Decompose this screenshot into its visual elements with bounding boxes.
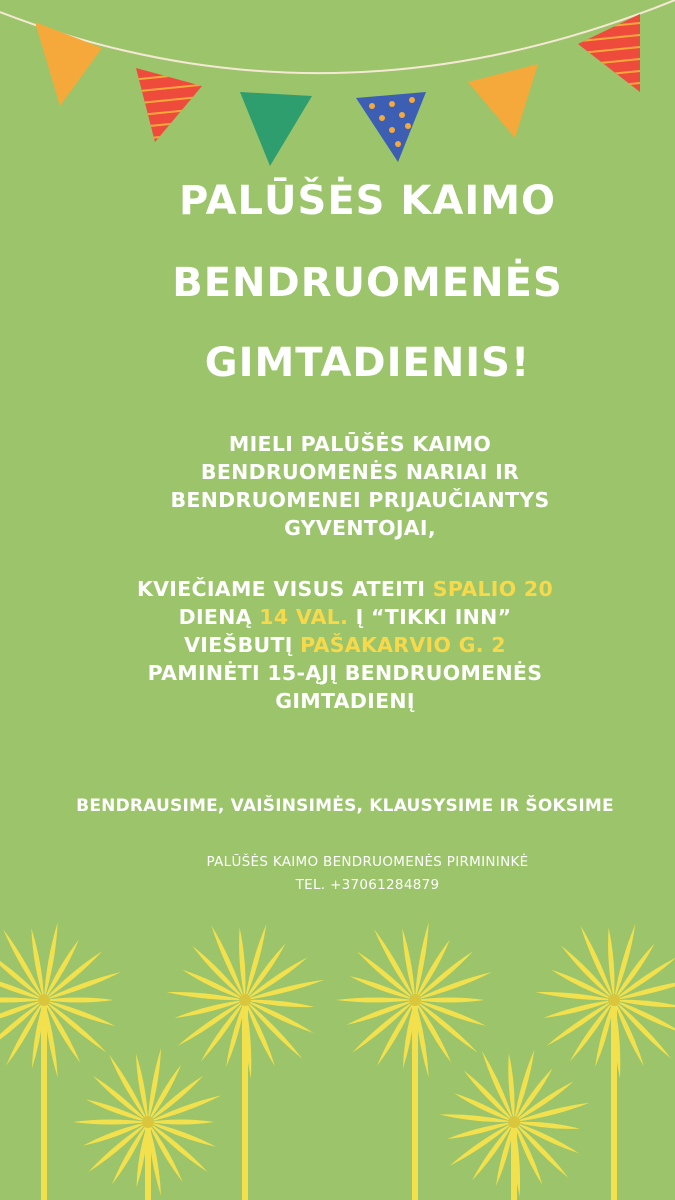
flower-icon [439,1050,589,1200]
event-date: SPALIO 20 [432,577,554,601]
flower-icon [73,1048,221,1200]
event-address: PAŠAKARVIO G. 2 [300,633,506,657]
flower-icon [535,924,675,1200]
title-line-1: PALŪŠĖS KAIMO [178,178,557,224]
event-time: 14 VAL. [259,605,349,629]
greeting-line: BENDRUOMENĖS NARIAI IR [200,460,520,484]
title-line-3: GIMTADIENIS! [204,340,531,386]
invitation-line: GIMTADIENĮ [275,689,415,713]
activities-text: BENDRAUSIME, VAIŠINSIMĖS, KLAUSYSIME IR ŠOKSIME [76,796,614,816]
flower-icon [336,922,492,1200]
contact-role: PALŪŠĖS KAIMO BENDRUOMENĖS PIRMININKĖ [206,854,529,870]
invitation-text: VIEŠBUTĮ [184,633,301,657]
greeting-line: GYVENTOJAI, [284,516,436,540]
title-line-2: BENDRUOMENĖS [172,260,563,306]
invitation-text: KVIEČIAME VISUS ATEITI [136,577,433,601]
invitation-text: Į “TIKKI INN” [348,605,512,629]
greeting-line: BENDRUOMENEI PRIJAUČIANTYS [170,488,550,512]
contact-phone: TEL. +37061284879 [295,877,440,893]
invitation-line: PAMINĖTI 15-ĄJĮ BENDRUOMENĖS [147,661,543,685]
invitation-text: DIENĄ [178,605,260,629]
greeting-line: MIELI PALŪŠĖS KAIMO [228,432,492,456]
